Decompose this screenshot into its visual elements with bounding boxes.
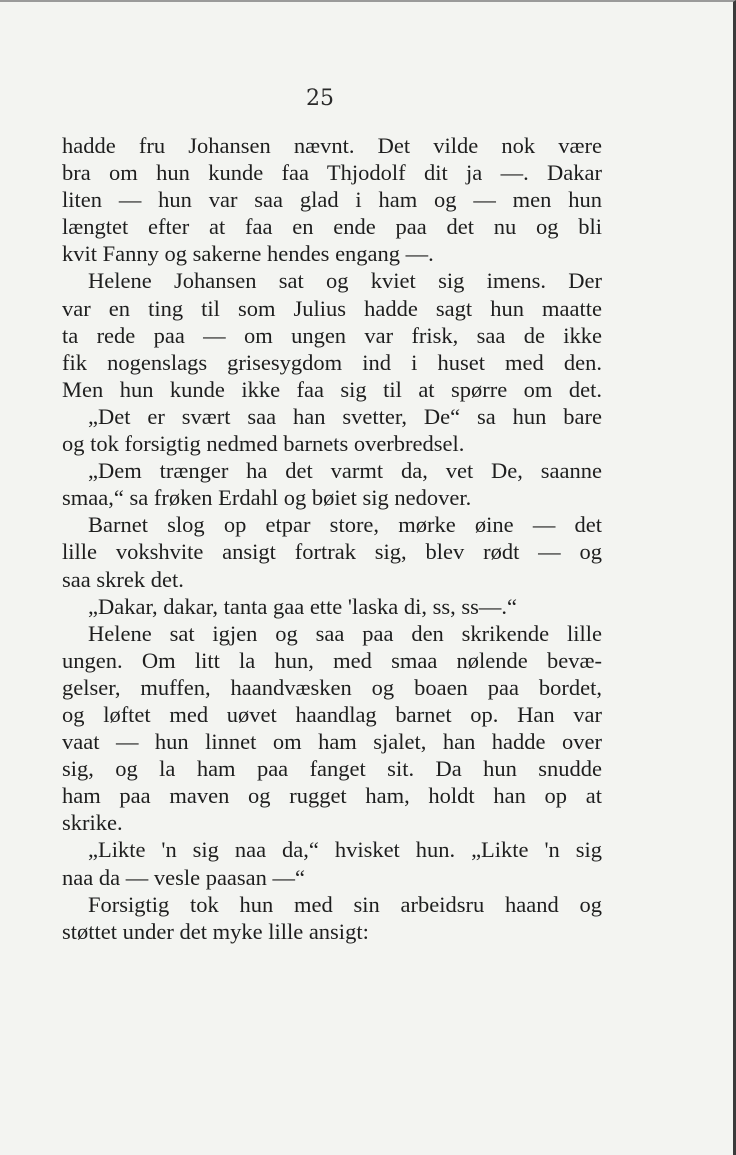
text-line: Men hun kunde ikke faa sig til at spørre om det. [62,376,602,402]
text-line: hadde fru Johansen nævnt. Det vilde nok være [62,133,602,158]
text-line: Helene Johansen sat og kviet sig imens. Der [88,268,602,294]
text-line: bra om hun kunde faa Thjodolf dit ja —. Dakar [62,160,602,186]
text-line: gelser, muffen, haandvæsken og boaen paa bordet, [62,674,602,700]
body-text [62,132,602,945]
text-line: Forsigtig tok hun med sin arbeidsru haand og [88,891,602,917]
text-line: støttet under det myke lille ansigt: [62,918,369,944]
text-line: sig, og la ham paa fanget sit. Da hun snudde [62,756,602,782]
text-line: ta rede paa — om ungen var frisk, saa de ikke [62,322,602,348]
text-line: og løftet med uøvet haandlag barnet op. Han var [62,701,602,727]
page-number: 25 [306,86,334,111]
text-line: skrike. [62,810,123,836]
text-line: „Dem trænger ha det varmt da, vet De, saanne [88,458,602,484]
text-line: saa skrek det. [62,566,184,592]
text-line: „Dakar, dakar, tanta gaa ette 'laska di, ss, ss—.“ [88,593,517,619]
text-line: „Likte 'n sig naa da,“ hvisket hun. „Likte 'n sig [88,837,602,863]
text-line: smaa,“ sa frøken Erdahl og bøiet sig nedover. [62,485,472,511]
text-line: ungen. Om litt la hun, med smaa nølende bevæ- [62,647,602,673]
text-line: vaat — hun linnet om ham sjalet, han hadde over [62,729,602,755]
text-line: og tok forsigtig nedmed barnets overbredsel. [62,431,465,457]
text-line: var en ting til som Julius hadde sagt hun maatte [62,295,602,321]
text-line: fik nogenslags grisesygdom ind i huset med den. [62,349,602,375]
text-line: naa da — vesle paasan —“ [62,864,306,890]
text-line: kvit Fanny og sakerne hendes engang —. [62,241,434,267]
text-line: længtet efter at faa en ende paa det nu og bli [62,214,602,240]
text-line: Barnet slog op etpar store, mørke øine — det [88,512,602,538]
text-line: lille vokshvite ansigt fortrak sig, blev rødt — og [62,539,602,565]
text-line: „Det er svært saa han svetter, De“ sa hun bare [88,403,602,429]
text-line: Helene sat igjen og saa paa den skrikende lille [88,620,602,646]
text-line: ham paa maven og rugget ham, holdt han op at [62,783,602,809]
text-line: liten — hun var saa glad i ham og — men hun [62,187,602,213]
